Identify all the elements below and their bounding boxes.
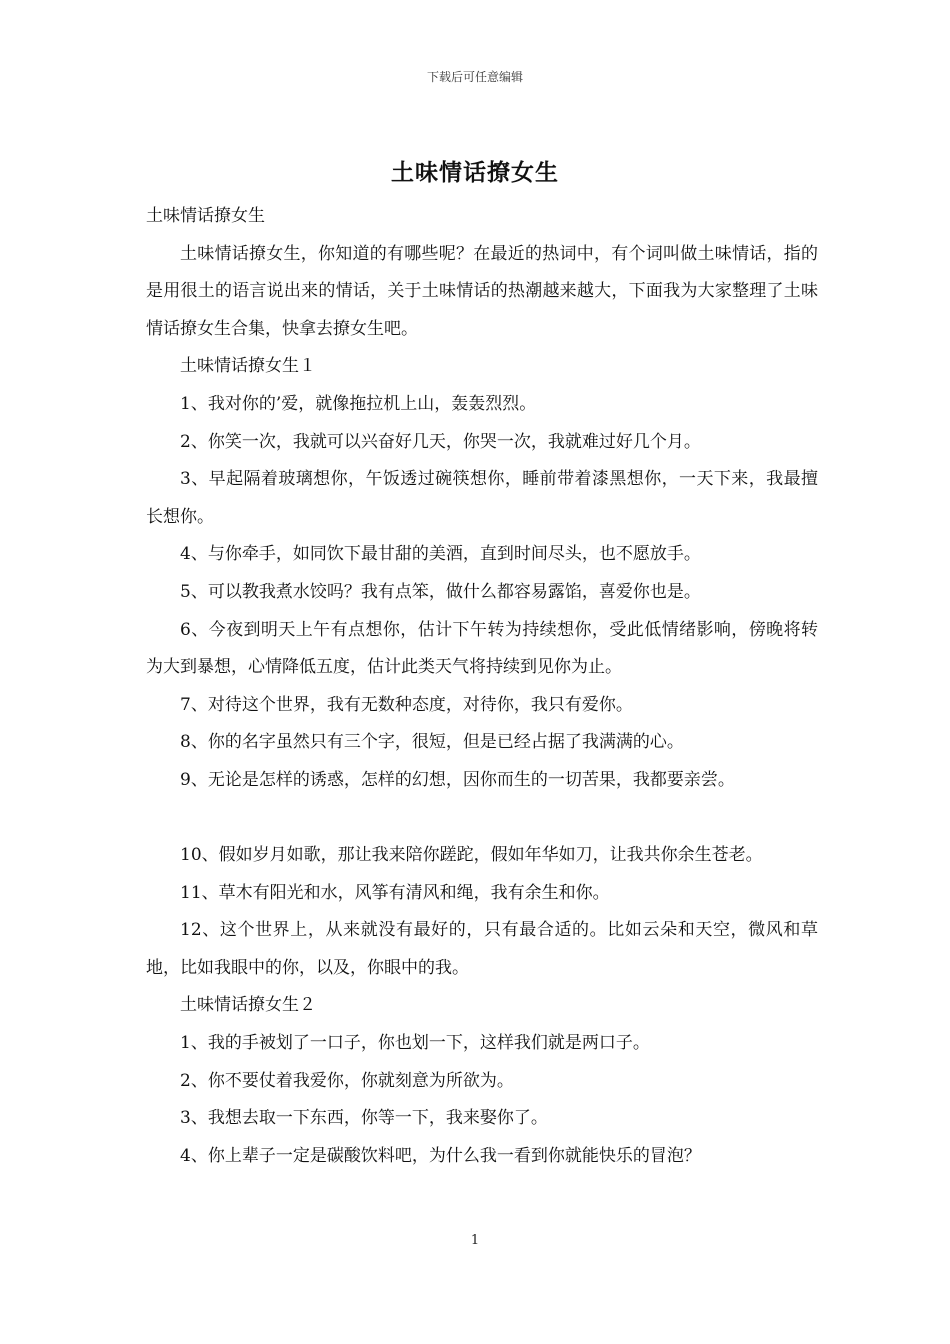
- list-item: 10、假如岁月如歌，那让我来陪你蹉跎，假如年华如刀，让我共你余生苍老。: [180, 845, 763, 866]
- list-item: 4、与你牵手，如同饮下最甘甜的美酒，直到时间尽头，也不愿放手。: [180, 544, 701, 565]
- list-item: 12、这个世界上，从来就没有最好的，只有最合适的。比如云朵和天空，微风和草地，比如我眼中的你，以及，你眼中的我。: [146, 920, 818, 978]
- list-item: 11、草木有阳光和水，风筝有清风和绳，我有余生和你。: [180, 882, 610, 903]
- section-1-heading: 土味情话撩女生１: [180, 356, 316, 377]
- blank-line: [146, 800, 818, 838]
- list-item: 1、我对你的’爱，就像拖拉机上山，轰轰烈烈。: [180, 393, 537, 414]
- intro-paragraph: 土味情话撩女生，你知道的有哪些呢？在最近的热词中，有个词叫做土味情话，指的是用很土的语言说出来的情话，关于土味情话的热潮越来越大，下面我为大家整理了土味情话撩女生合集，快拿去撩女生吧。: [146, 243, 818, 339]
- document-body: [146, 198, 818, 1175]
- list-item: 3、早起隔着玻璃想你，午饭透过碗筷想你，睡前带着漆黑想你，一天下来，我最擅长想你。: [146, 469, 818, 527]
- page-header-note: 下载后可任意编辑: [426, 70, 523, 84]
- list-item: 8、你的名字虽然只有三个字，很短，但是已经占据了我满满的心。: [180, 732, 684, 753]
- list-item: 2、你笑一次，我就可以兴奋好几天，你哭一次，我就难过好几个月。: [180, 431, 701, 452]
- page-number: 1: [470, 1233, 480, 1248]
- list-item: 5、可以教我煮水饺吗？我有点笨，做什么都容易露馅，喜爱你也是。: [180, 581, 701, 602]
- list-item: 4、你上辈子一定是碳酸饮料吧，为什么我一看到你就能快乐的冒泡？: [180, 1145, 701, 1166]
- document-subtitle: 土味情话撩女生: [146, 206, 265, 226]
- document-title: 土味情话撩女生: [391, 159, 559, 186]
- list-item: 3、我想去取一下东西，你等一下，我来娶你了。: [180, 1108, 548, 1129]
- list-item: 2、你不要仗着我爱你，你就刻意为所欲为。: [180, 1070, 514, 1091]
- list-item: 9、无论是怎样的诱惑，怎样的幻想，因你而生的一切苦果，我都要亲尝。: [180, 769, 735, 790]
- list-item: 6、今夜到明天上午有点想你，估计下午转为持续想你，受此低情绪影响，傍晚将转为大到暴想，心情降低五度，估计此类天气将持续到见你为止。: [146, 619, 818, 678]
- section-2-heading: 土味情话撩女生２: [180, 995, 316, 1016]
- list-item: 1、我的手被划了一口子，你也划一下，这样我们就是两口子。: [180, 1033, 650, 1054]
- list-item: 7、对待这个世界，我有无数种态度，对待你，我只有爱你。: [180, 694, 633, 715]
